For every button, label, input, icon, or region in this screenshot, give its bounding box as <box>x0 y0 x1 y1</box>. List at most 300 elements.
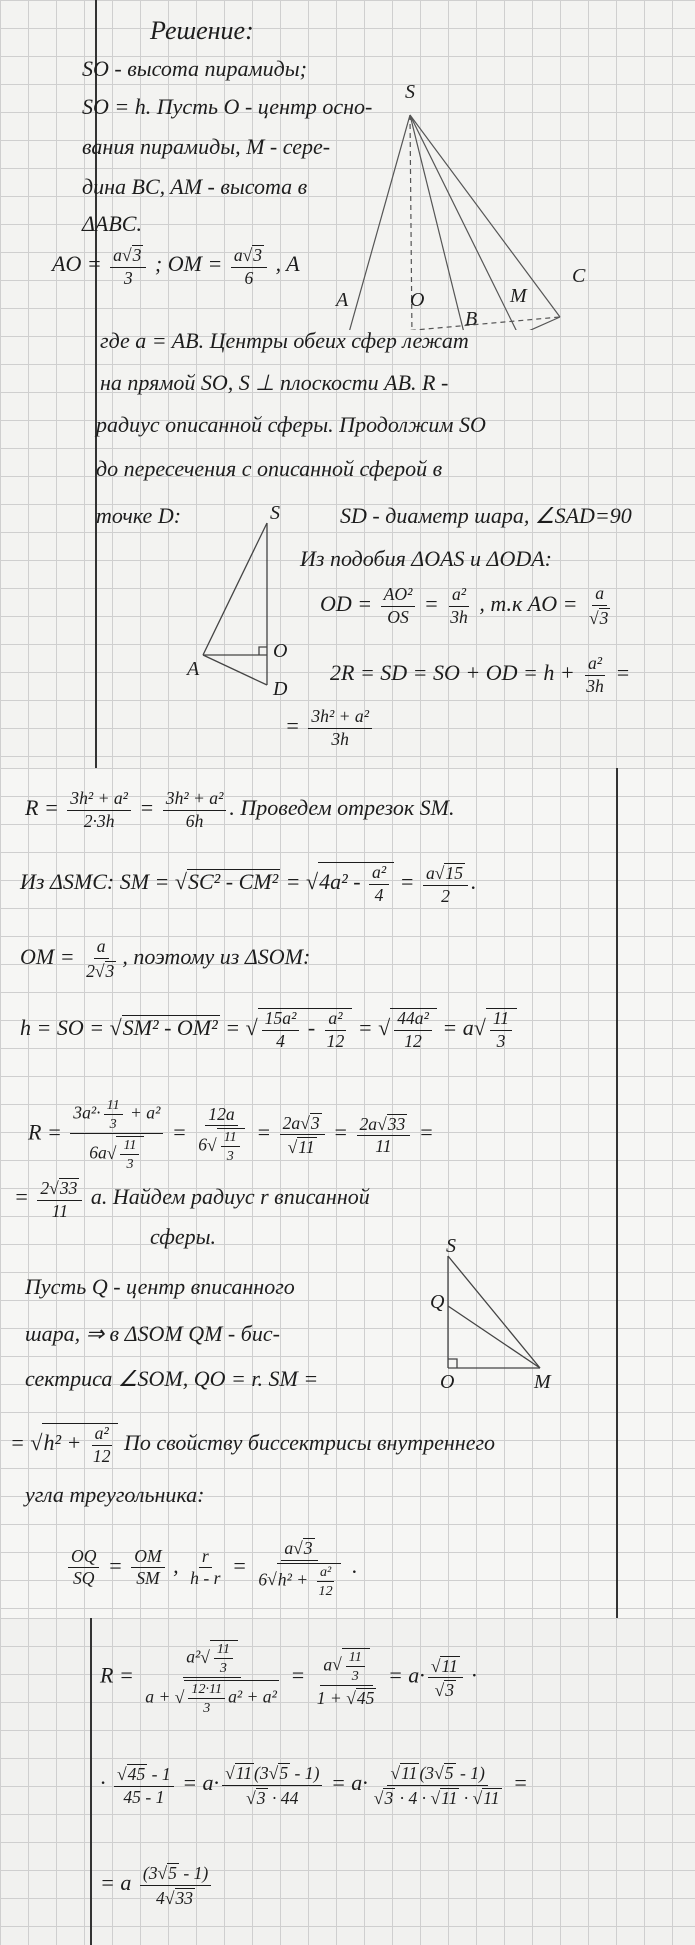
math-text: · 4 · <box>395 1787 431 1808</box>
square-root <box>225 1763 254 1783</box>
radicand <box>444 1763 456 1783</box>
math-text: 11 <box>441 1787 458 1808</box>
math-text: 3 <box>384 1787 394 1808</box>
denominator <box>142 1678 282 1715</box>
radical-sign-icon: √ <box>377 1113 387 1134</box>
square-root <box>122 245 143 265</box>
math-text: R = <box>100 1662 140 1688</box>
radical-sign-icon: √ <box>390 1763 401 1783</box>
denominator <box>314 1686 380 1708</box>
margin-line <box>616 768 618 1618</box>
radical-sign-icon: √ <box>117 1764 127 1784</box>
text-line <box>96 414 486 436</box>
square-root <box>589 608 610 628</box>
math-text: 11 <box>348 1648 362 1665</box>
text-line <box>300 548 552 570</box>
fraction <box>70 1098 163 1171</box>
math-text: SO = h. Пусть O - центр осно- <box>82 94 373 119</box>
math-text: = a· <box>382 1662 425 1688</box>
math-text: a <box>425 863 435 883</box>
math-text: 11 <box>216 1641 230 1657</box>
denominator <box>183 811 207 831</box>
text-line <box>82 58 307 80</box>
fraction <box>187 1545 223 1589</box>
text-line <box>100 330 469 352</box>
square-root <box>106 1137 145 1173</box>
radical-sign-icon: √ <box>434 863 445 883</box>
math-text: ; OM = <box>149 251 228 277</box>
text-line <box>25 1368 318 1390</box>
fraction <box>231 245 267 287</box>
radical-sign-icon: √ <box>293 1538 303 1558</box>
radicand <box>482 1788 501 1808</box>
math-text: = <box>166 1119 193 1145</box>
math-text: Решение: <box>150 16 254 45</box>
math-text: AO = <box>52 251 108 277</box>
math-text: 11 <box>223 1129 237 1146</box>
math-text: = <box>14 1184 35 1210</box>
numerator <box>423 863 468 886</box>
math-text: 33 <box>59 1178 78 1198</box>
radical-sign-icon: √ <box>121 245 132 265</box>
math-text: 3 <box>256 1787 266 1808</box>
math-text: 44a² <box>397 1008 429 1028</box>
numerator <box>183 1640 241 1678</box>
square-root <box>346 1688 376 1708</box>
formula-line <box>20 1008 517 1050</box>
math-text: h² + <box>277 1569 313 1590</box>
square-root <box>435 1680 456 1700</box>
fraction <box>381 586 416 626</box>
fraction <box>314 1648 380 1708</box>
denominator <box>324 1031 348 1051</box>
radical-sign-icon: √ <box>287 1137 298 1158</box>
numerator <box>317 1565 334 1582</box>
fraction <box>324 1010 348 1050</box>
label-a: A <box>187 658 200 680</box>
math-text: a <box>113 245 122 265</box>
denominator <box>586 606 613 628</box>
square-root <box>158 1863 179 1883</box>
math-text: 3a²· <box>73 1102 101 1123</box>
math-text: 2R = SD = SO + OD = h + <box>330 660 581 686</box>
math-text: a² <box>186 1646 201 1667</box>
radical-sign-icon: √ <box>49 1178 59 1198</box>
label-a: A <box>336 289 349 311</box>
math-text: a <box>595 583 605 603</box>
numerator <box>592 585 607 606</box>
math-text: 12 <box>92 1445 111 1466</box>
math-text: = <box>507 1770 528 1796</box>
denominator <box>384 607 412 627</box>
numerator <box>231 245 267 268</box>
radicand <box>132 245 144 265</box>
math-text: 3 <box>496 1030 506 1051</box>
math-text: 3 <box>123 267 133 288</box>
square-root <box>374 1788 395 1808</box>
square-root <box>378 1008 437 1051</box>
radicand <box>127 1764 148 1784</box>
numerator <box>428 1656 463 1679</box>
math-text: = <box>10 1430 31 1456</box>
radicand <box>277 1563 341 1598</box>
square-root <box>473 1788 502 1808</box>
math-text: 6 <box>244 267 254 288</box>
numerator <box>308 708 372 729</box>
label-s: S <box>446 1238 456 1257</box>
radical-sign-icon: √ <box>267 1569 277 1590</box>
numerator <box>585 655 605 676</box>
math-text: h - r <box>190 1568 221 1589</box>
math-text: = a <box>100 1870 137 1896</box>
math-text: 6 <box>198 1135 208 1155</box>
math-text: h = SO = <box>20 1015 110 1041</box>
radical-sign-icon: √ <box>246 1787 256 1808</box>
radical-sign-icon: √ <box>242 245 253 265</box>
math-text: SO - высота пирамиды; <box>82 56 307 81</box>
math-text: 11 <box>375 1136 392 1157</box>
numerator <box>387 1763 487 1786</box>
math-text: = <box>327 1119 354 1145</box>
formula-line <box>28 1098 434 1171</box>
denominator <box>372 1136 394 1156</box>
math-text: 3 <box>203 1700 211 1717</box>
radical-sign-icon: √ <box>430 1655 441 1676</box>
math-text: = <box>352 1015 379 1041</box>
radicand <box>167 1863 179 1883</box>
denominator <box>217 1659 230 1675</box>
math-text: = <box>226 1552 253 1578</box>
math-text: Пусть Q - центр вписанного <box>25 1274 295 1299</box>
radicand <box>356 1688 377 1708</box>
numerator <box>37 1178 82 1201</box>
square-root <box>431 1656 460 1676</box>
text-line <box>100 372 448 394</box>
fraction <box>68 1545 99 1589</box>
fraction <box>262 1010 300 1050</box>
numerator <box>357 1114 411 1137</box>
math-text: a <box>323 1654 333 1675</box>
formula-line <box>14 1178 370 1220</box>
margin-line <box>90 1618 92 1945</box>
numerator <box>381 586 416 607</box>
math-text: 2 <box>441 885 450 906</box>
denominator <box>255 1561 343 1598</box>
math-text: Из ΔSMC: SM = <box>20 869 175 895</box>
square-root <box>288 1137 317 1157</box>
radical-sign-icon: √ <box>268 1763 279 1783</box>
fraction <box>221 1130 240 1163</box>
square-root <box>95 961 116 981</box>
math-text: угла треугольника: <box>25 1482 205 1507</box>
radicand <box>210 1640 238 1675</box>
radicand <box>387 1114 408 1134</box>
label-s: S <box>405 81 415 103</box>
math-text: a <box>96 936 106 956</box>
radicand <box>440 1788 459 1808</box>
math-text: , A <box>270 251 300 277</box>
formula-line <box>100 1763 528 1807</box>
math-text: = <box>102 1552 129 1578</box>
radical-sign-icon: √ <box>378 1015 391 1041</box>
radical-sign-icon: √ <box>207 1135 217 1155</box>
denominator <box>90 1446 114 1466</box>
math-text: = <box>418 591 445 617</box>
math-text: где a = AB. Центры обеих сфер лежат <box>100 328 469 353</box>
numerator <box>131 1545 164 1569</box>
math-text: AO² <box>383 584 413 604</box>
formula-line <box>100 1863 214 1907</box>
math-text: 11 <box>235 1763 253 1783</box>
square-root <box>243 245 264 265</box>
math-text: = <box>284 1662 311 1688</box>
math-text: , <box>167 1552 185 1578</box>
radical-sign-icon: √ <box>225 1763 235 1783</box>
math-text: a² <box>328 1008 343 1028</box>
math-text: 3 <box>132 245 142 265</box>
text-line <box>25 1323 280 1345</box>
math-text: ΔABC. <box>82 211 142 236</box>
square-root <box>246 1788 267 1808</box>
math-text: 2 <box>40 1178 50 1198</box>
math-text: 2a <box>282 1112 301 1133</box>
math-text: 3h <box>586 675 604 696</box>
math-text: = <box>609 660 631 686</box>
math-text: 3 <box>105 960 115 981</box>
math-text: = <box>133 795 160 821</box>
square-root <box>117 1764 147 1784</box>
math-text: 4 <box>374 884 384 905</box>
math-text: сектриса ∠SOM, QO = r. SM = <box>25 1366 319 1391</box>
math-text: a² <box>94 1423 109 1443</box>
square-root <box>430 1788 459 1808</box>
math-text: a <box>284 1538 294 1558</box>
denominator <box>187 1568 223 1588</box>
denominator <box>401 1031 425 1051</box>
radicand <box>318 862 394 904</box>
math-text: 6a <box>89 1142 107 1163</box>
math-text: - 1) <box>178 1863 209 1883</box>
label-c: C <box>572 265 586 287</box>
math-text: 11 <box>123 1137 137 1154</box>
math-text: R = <box>28 1119 68 1145</box>
radical-sign-icon: √ <box>94 960 105 981</box>
fraction <box>222 1763 322 1807</box>
fraction <box>214 1642 233 1675</box>
math-text: OM = <box>20 944 81 970</box>
square-root <box>473 1008 517 1051</box>
radical-sign-icon: √ <box>430 1787 441 1808</box>
radical-sign-icon: √ <box>373 1787 384 1808</box>
denominator <box>70 1568 98 1588</box>
radical-sign-icon: √ <box>174 1686 185 1707</box>
radical-sign-icon: √ <box>346 1687 356 1708</box>
square-root <box>30 1423 118 1466</box>
radical-sign-icon: √ <box>473 1015 486 1041</box>
numerator <box>110 245 146 268</box>
fraction <box>120 1138 139 1171</box>
denominator <box>153 1886 198 1908</box>
formula-line <box>100 1640 477 1715</box>
radicand <box>342 1648 370 1683</box>
fraction <box>280 1113 325 1157</box>
math-text: 4a² - <box>319 869 367 895</box>
math-text: 11 <box>492 1008 510 1028</box>
numerator <box>163 790 227 811</box>
denominator <box>195 1126 248 1163</box>
square-root <box>269 1763 290 1783</box>
math-text: = <box>413 1119 434 1145</box>
math-text: · 44 <box>267 1787 299 1808</box>
math-text: 45 - 1 <box>123 1786 165 1807</box>
label-m: M <box>510 285 527 307</box>
radicand <box>599 608 611 628</box>
fraction <box>131 1545 164 1589</box>
math-text: дина BC, AM - высота в <box>82 174 308 199</box>
math-text: OS <box>387 606 409 627</box>
text-line <box>82 96 372 118</box>
section-diagram-sad <box>185 505 295 700</box>
math-text: 15a² <box>264 1008 297 1028</box>
square-root <box>300 1113 321 1133</box>
numerator <box>68 1545 99 1569</box>
math-text: 4 <box>276 1030 285 1051</box>
square-root <box>165 1888 195 1908</box>
denominator <box>86 1134 147 1171</box>
math-text: - 1) <box>455 1763 485 1783</box>
radicand <box>444 1680 456 1700</box>
math-text: 45 <box>127 1764 146 1784</box>
math-text: до пересечения с описанной сферой в <box>96 456 443 481</box>
numerator <box>70 1098 163 1134</box>
fraction <box>90 1425 114 1465</box>
math-text: OM <box>134 1545 162 1566</box>
math-text: 5 <box>279 1763 289 1783</box>
formula-line <box>330 655 630 695</box>
math-text: - 1) <box>290 1763 320 1783</box>
math-text: , т.к AO = <box>473 591 583 617</box>
radicand <box>217 1128 245 1163</box>
math-text: (3 <box>142 1863 158 1883</box>
label-s: S <box>270 505 280 524</box>
math-text: · <box>459 1787 473 1808</box>
math-text: OD = <box>320 591 378 617</box>
math-text: 4 <box>156 1887 165 1908</box>
fraction <box>316 1565 336 1598</box>
math-text: SM <box>136 1568 160 1589</box>
formula-line <box>20 862 477 905</box>
math-text: SM² - OM² <box>122 1015 218 1041</box>
math-text: 11 <box>483 1787 500 1808</box>
numerator <box>92 1425 112 1446</box>
math-text: 15 <box>445 863 464 883</box>
fraction <box>83 938 119 980</box>
fraction <box>195 1103 248 1165</box>
math-text: (3 <box>419 1763 435 1783</box>
square-root <box>207 1129 245 1165</box>
square-root <box>110 1015 220 1040</box>
denominator <box>328 729 352 749</box>
math-text: 11 <box>51 1200 69 1221</box>
math-text: 3h² + a² <box>311 706 369 726</box>
radicand <box>175 1888 196 1908</box>
numerator <box>214 1642 233 1659</box>
text-line <box>82 136 330 158</box>
denominator <box>123 1155 136 1171</box>
numerator <box>199 1545 212 1569</box>
label-b: B <box>465 308 478 330</box>
math-text: 11 <box>298 1137 315 1158</box>
denominator <box>372 885 387 905</box>
solution-heading <box>150 18 254 44</box>
radical-sign-icon: √ <box>588 607 599 628</box>
formula-line <box>65 1538 358 1598</box>
radical-sign-icon: √ <box>472 1787 483 1808</box>
radical-sign-icon: √ <box>106 1142 117 1163</box>
formula-line <box>320 585 616 627</box>
fraction <box>114 1764 174 1806</box>
math-text: SD - диаметр шара, ∠SAD=90 <box>340 503 632 528</box>
radical-sign-icon: √ <box>109 1015 122 1041</box>
math-text: 3h² + a² <box>165 788 224 808</box>
radicand <box>187 869 280 893</box>
formula-line <box>20 938 310 980</box>
fraction <box>104 1098 123 1131</box>
math-text: a. Найдем радиус r вписанной <box>85 1184 370 1210</box>
fraction <box>428 1656 463 1700</box>
fraction <box>369 864 389 904</box>
math-text: SQ <box>72 1568 95 1589</box>
fraction <box>371 1763 505 1807</box>
math-text: на прямой SO, S ⊥ плоскости AB. R - <box>100 370 449 395</box>
math-text: - 1 <box>147 1764 171 1784</box>
denominator <box>120 1787 167 1807</box>
math-text: · <box>100 1770 111 1796</box>
radicand <box>184 1680 278 1715</box>
math-text: 3 <box>219 1660 227 1677</box>
fraction <box>490 1010 512 1050</box>
denominator <box>438 886 453 906</box>
square-root <box>332 1648 370 1684</box>
square-root <box>306 862 394 905</box>
notebook-page-2 <box>0 768 695 1618</box>
text-line <box>25 1484 204 1506</box>
math-text: = <box>219 1015 246 1041</box>
radicand <box>383 1788 395 1808</box>
fraction <box>583 655 607 695</box>
numerator <box>262 1010 300 1031</box>
square-root <box>174 1681 279 1717</box>
numerator <box>449 586 469 607</box>
math-text: a² <box>319 1563 332 1580</box>
notebook-page-1 <box>0 0 695 768</box>
square-root <box>200 1641 238 1677</box>
square-root <box>49 1178 79 1198</box>
fraction <box>357 1114 411 1156</box>
fraction <box>394 1010 432 1050</box>
label-m: M <box>534 1371 551 1388</box>
math-text: = <box>250 1119 277 1145</box>
denominator <box>583 676 607 696</box>
math-text: 6h <box>185 810 204 831</box>
numerator <box>188 1682 225 1699</box>
fraction <box>188 1682 225 1715</box>
denominator <box>83 959 119 981</box>
numerator <box>281 1538 317 1561</box>
math-text: = a <box>436 1015 474 1041</box>
math-text: = <box>285 713 306 739</box>
math-text: 3h² + a² <box>70 788 128 808</box>
